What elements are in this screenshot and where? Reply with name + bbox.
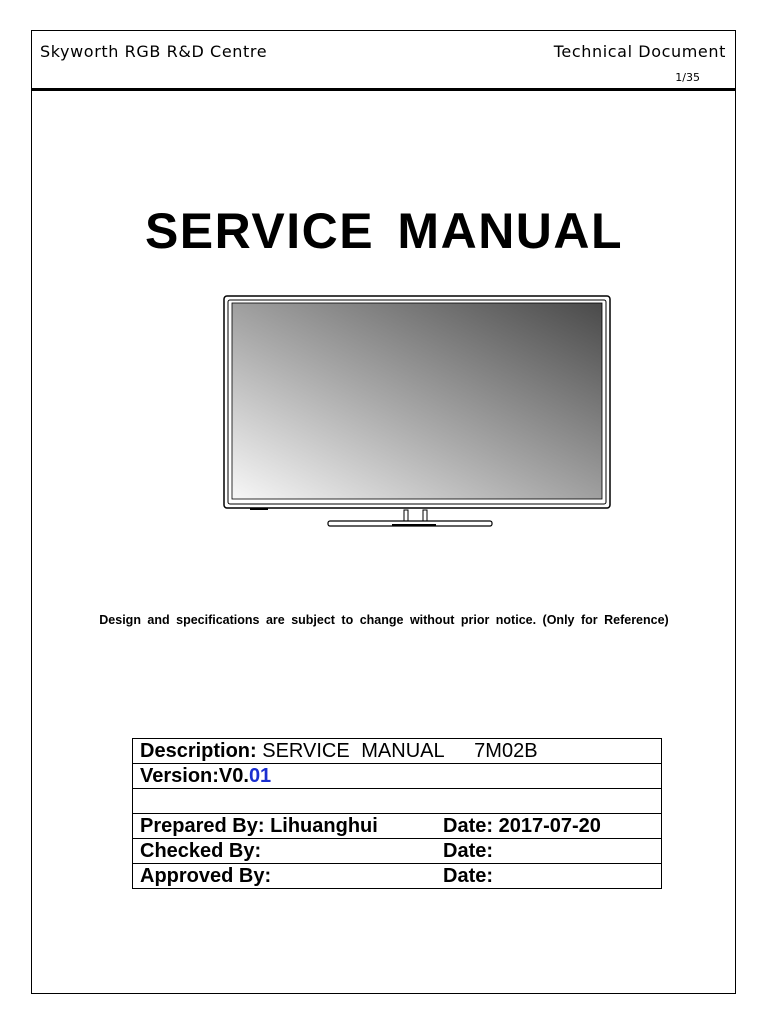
description-label: Description: <box>140 740 257 762</box>
version-cell <box>133 764 662 789</box>
table-row <box>133 839 662 864</box>
prepared-date: 2017-07-20 <box>498 815 601 837</box>
page-number: 1/35 <box>675 71 700 84</box>
table-row <box>133 814 662 839</box>
description-value: SERVICE MANUAL <box>262 740 445 762</box>
tv-stand-neck-right <box>423 510 427 522</box>
checked-date-label: Date: <box>443 840 494 862</box>
document-info-table <box>132 738 662 889</box>
version-number: 01 <box>248 765 272 787</box>
approved-date-label: Date: <box>443 865 494 887</box>
header-document-type: Technical Document <box>553 42 726 61</box>
prepared-label: Prepared By: <box>140 815 265 837</box>
approved-label: Approved By: <box>140 865 272 887</box>
tv-bottom-bar <box>250 508 268 510</box>
table-row <box>133 864 662 889</box>
prepared-cell <box>133 814 662 839</box>
prepared-date-label: Date: <box>443 815 494 837</box>
checked-label: Checked By: <box>140 840 262 862</box>
table-row <box>133 789 662 814</box>
tv-stand-shadow <box>392 524 436 526</box>
header-divider <box>31 88 736 91</box>
header-organization: Skyworth RGB R&D Centre <box>40 42 268 61</box>
version-label: Version:V0. <box>140 765 249 787</box>
table-row <box>133 739 662 764</box>
tv-illustration <box>222 294 612 530</box>
model-number: 7M02B <box>474 740 538 762</box>
table-row <box>133 764 662 789</box>
approved-cell <box>133 864 662 889</box>
tv-screen <box>232 303 602 499</box>
checked-cell <box>133 839 662 864</box>
disclaimer-notice: Design and specifications are subject to change without prior notice. (Only for Reference) <box>99 613 669 627</box>
prepared-value: Lihuanghui <box>270 815 378 837</box>
document-title: SERVICE MANUAL <box>144 203 624 259</box>
empty-cell <box>133 789 662 814</box>
description-cell <box>133 739 662 764</box>
tv-stand-neck-left <box>404 510 408 522</box>
